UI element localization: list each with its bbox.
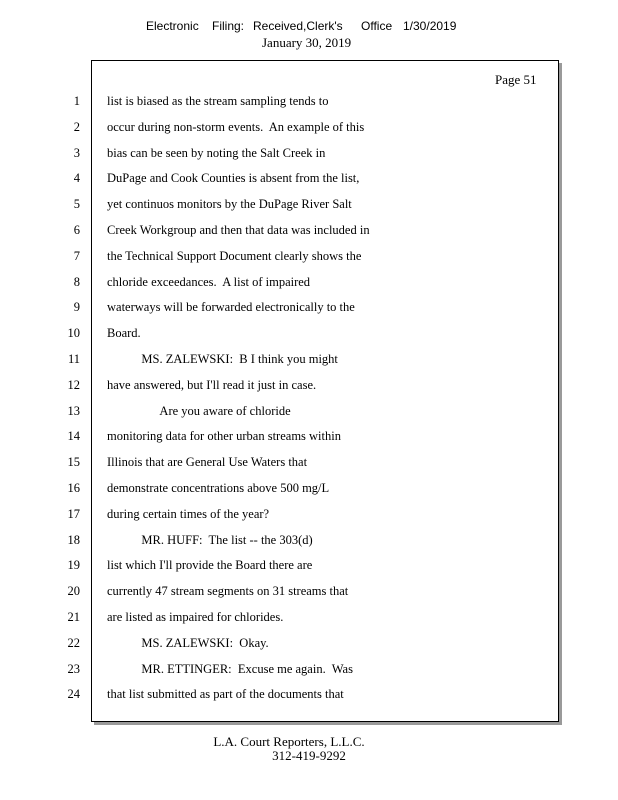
stamp-electronic: Electronic [146, 19, 199, 33]
transcript-line: that list submitted as part of the documents that [107, 687, 344, 701]
transcript-line: the Technical Support Document clearly shows the [107, 249, 362, 263]
line-number: 17 [67, 507, 80, 521]
transcript-line: MS. ZALEWSKI: B I think you might [107, 352, 338, 366]
line-number: 23 [67, 662, 80, 676]
line-number: 5 [73, 197, 80, 211]
transcript-line: DuPage and Cook Counties is absent from the list, [107, 171, 360, 185]
line-number: 4 [73, 171, 80, 185]
transcript-line: monitoring data for other urban streams within [107, 429, 341, 443]
line-number: 13 [67, 404, 80, 418]
transcript-line: have answered, but I'll read it just in case. [107, 378, 317, 392]
line-number: 15 [67, 455, 80, 469]
transcript-line: MR. HUFF: The list -- the 303(d) [107, 533, 313, 547]
line-number: 14 [67, 429, 80, 443]
transcript-line: MS. ZALEWSKI: Okay. [107, 636, 269, 650]
line-number: 2 [73, 120, 80, 134]
footer-phone: 312-419-9292 [272, 748, 346, 763]
line-number: 12 [67, 378, 80, 392]
footer-company: L.A. Court Reporters, L.L.C. [213, 734, 365, 749]
stamp-date: 1/30/2019 [403, 19, 457, 33]
transcript-line: occur during non-storm events. An example of this [107, 120, 365, 134]
transcript-line: Board. [107, 326, 141, 340]
stamp-received: Received,Clerk's [253, 19, 343, 33]
line-number: 3 [73, 146, 80, 160]
line-number: 11 [67, 352, 80, 366]
stamp-filing: Filing: [212, 19, 245, 33]
transcript-line: MR. ETTINGER: Excuse me again. Was [107, 662, 353, 676]
stamp-office: Office [361, 19, 393, 33]
transcript-line: list which I'll provide the Board there are [107, 558, 313, 572]
line-number: 7 [73, 249, 80, 263]
line-number: 21 [67, 610, 80, 624]
transcript-line: demonstrate concentrations above 500 mg/L [107, 481, 330, 495]
transcript-line: bias can be seen by noting the Salt Creek in [107, 146, 326, 160]
line-number: 6 [73, 223, 80, 237]
page-number: Page 51 [495, 72, 537, 87]
transcript-line: Are you aware of chloride [107, 404, 291, 418]
line-number: 24 [67, 687, 80, 701]
transcript-line: yet continuos monitors by the DuPage River Salt [107, 197, 352, 211]
line-number: 16 [67, 481, 80, 495]
transcript-line: chloride exceedances. A list of impaired [107, 275, 311, 289]
transcript-line: waterways will be forwarded electronically to the [107, 300, 355, 314]
line-number: 22 [67, 636, 80, 650]
line-number: 8 [73, 275, 80, 289]
transcript-line: are listed as impaired for chlorides. [107, 610, 284, 624]
filed-date: January 30, 2019 [262, 35, 352, 50]
line-number: 1 [73, 94, 80, 108]
transcript-line: list is biased as the stream sampling tends to [107, 94, 329, 108]
transcript-line: Creek Workgroup and then that data was included in [107, 223, 370, 237]
transcript-line: during certain times of the year? [107, 507, 270, 521]
line-number: 10 [67, 326, 80, 340]
line-number: 19 [67, 558, 80, 572]
line-number: 20 [67, 584, 80, 598]
line-number: 9 [73, 300, 80, 314]
line-number: 18 [67, 533, 80, 547]
transcript-line: currently 47 stream segments on 31 streams that [107, 584, 349, 598]
filing-stamp [0, 19, 618, 35]
transcript-line: Illinois that are General Use Waters that [107, 455, 308, 469]
